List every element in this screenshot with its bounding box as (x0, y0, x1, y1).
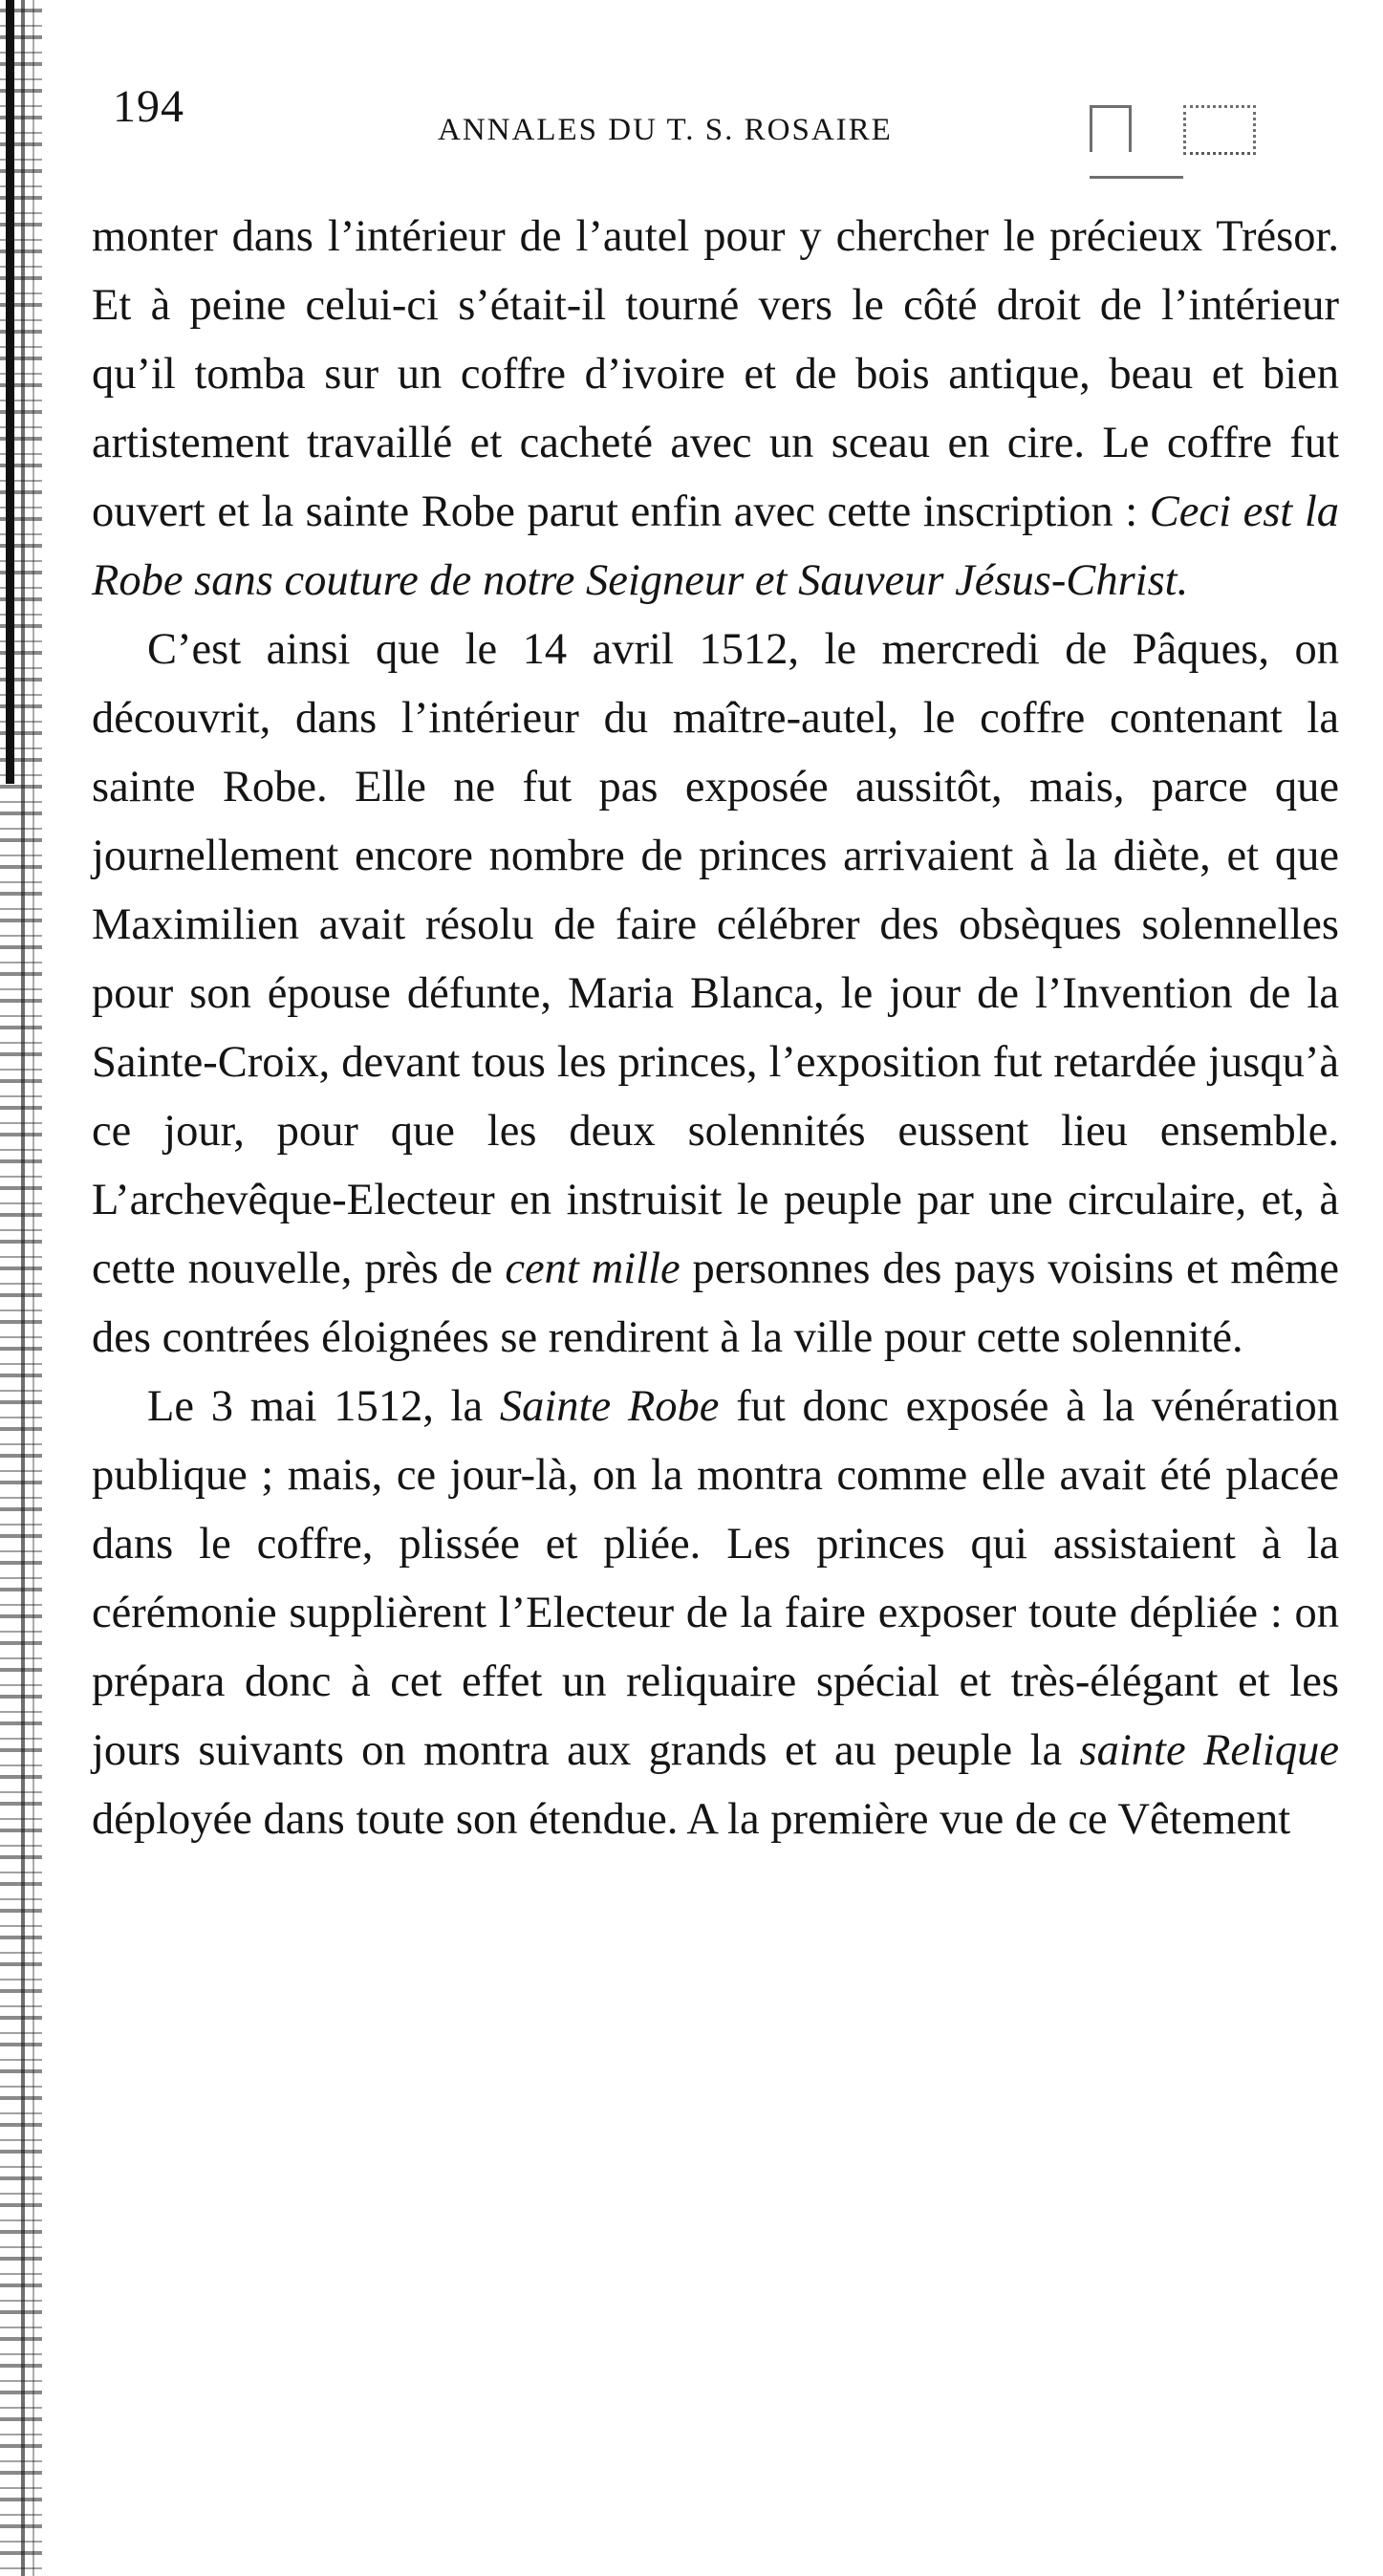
body-text (92, 203, 1339, 1854)
gutter-shadow (21, 0, 25, 2576)
page-number: 194 (113, 81, 184, 132)
stamp-mark (1183, 105, 1256, 155)
emphasis-italic: cent mille (505, 1245, 681, 1293)
paragraph (92, 616, 1339, 1373)
gutter-shadow (32, 0, 34, 2576)
emphasis-italic: sainte Relique (1079, 1726, 1339, 1775)
text-run: fut donc exposée à la vénération publique ; mais, ce jour-là, on la montra comme elle avait été placée dans le coffre, plissée et pliée. Les princes qui assistaient à la cérémonie supplièrent l’Electeur de la faire exposer toute dépliée : on prépara donc à cet effet un reliquaire spécial et très-élégant et les jours suivants on montra aux grands et au peuple la (92, 1382, 1339, 1775)
gutter-shadow (6, 0, 14, 784)
paragraph (92, 1373, 1339, 1854)
stamp-mark (1090, 105, 1132, 152)
text-run: Le 3 mai 1512, la (147, 1382, 500, 1431)
stamp-mark (1090, 176, 1183, 179)
text-run: C’est ainsi que le 14 avril 1512, le mercredi de Pâques, on découvrit, dans l’intérieur du maître-autel, le coffre contenant la sainte Robe. Elle ne fut pas exposée aussitôt, mais, parce que journellement encore nombre de princes arrivaient à la diète, et que Maximilien avait résolu de faire célébrer des obsèques solennelles pour son épouse défunte, Maria Blanca, le jour de l’Invention de la Sainte-Croix, devant tous les princes, l’exposition fut retardée jusqu’à ce jour, pour que les deux solennités eussent lieu ensemble. L’archevêque-Electeur en instruisit le peuple par une circulaire, et, à cette nouvelle, près de (92, 625, 1339, 1293)
text-run: monter dans l’intérieur de l’autel pour y chercher le précieux Trésor. Et à peine celui-ci s’était-il tourné vers le côté droit de l’intérieur qu’il tomba sur un coffre d’ivoire et de bois antique, beau et bien artistement travaillé et cacheté avec un sceau en cire. Le coffre fut ouvert et la sainte Robe parut enfin avec cette inscription : (92, 212, 1339, 536)
text-run: personnes des pays voisins et même des contrées éloignées se rendirent à la ville pour cette solennité. (92, 1245, 1339, 1362)
page-header (113, 80, 1346, 166)
text-run: déployée dans toute son étendue. A la première vue de ce Vêtement (92, 1795, 1291, 1844)
inscription-italic: Ceci est la Robe sans couture de notre Seigneur et Sauveur Jésus-Christ. (92, 487, 1339, 605)
emphasis-italic: Sainte Robe (499, 1382, 720, 1431)
paragraph (92, 203, 1339, 616)
running-title: ANNALES DU T. S. ROSAIRE (438, 113, 893, 147)
